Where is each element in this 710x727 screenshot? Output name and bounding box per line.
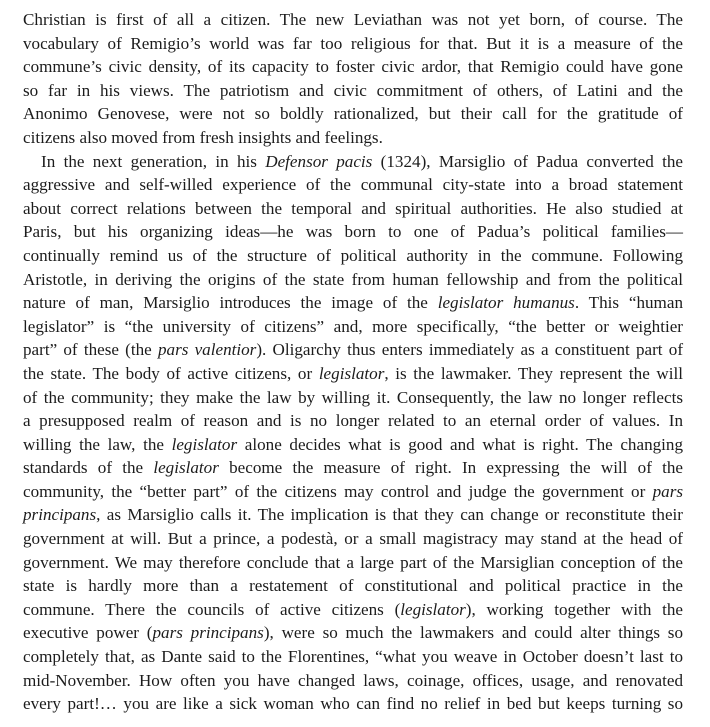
text-line: the state. The body of active citizens, or legislator, is the lawmaker. They represent the will: [23, 363, 684, 383]
text-line: a presupposed realm of reason and is no longer related to an eternal order of values. In: [23, 411, 683, 431]
text-line: mid-November. How often you have changed laws, coinage, offices, usage, and renovated: [23, 670, 683, 690]
text-line: of the community; they make the law by willing it. Consequently, the law no longer reflects: [23, 387, 683, 407]
text-line: legislator” is “the university of citizens” and, more specifically, “the better or weightier: [23, 316, 683, 336]
text-line: state is hardly more than a restatement of constitutional and political practice in the: [23, 576, 683, 596]
text-line: Paris, but his organizing ideas—he was born to one of Padua’s political families—: [23, 222, 683, 242]
text-line: government at will. But a prince, a podestà, or a small magistracy may stand at the head of: [23, 529, 683, 549]
text-line: part” of these (the pars valentior). Oligarchy thus enters immediately as a constituent part of: [23, 340, 684, 360]
text-line: executive power (pars principans), were so much the lawmakers and could alter things so: [23, 623, 684, 643]
document-page: [23, 8, 683, 716]
text-line: Anonimo Genovese, were not so boldly rationalized, but their call for the gratitude of: [23, 104, 683, 124]
text-line: vocabulary of Remigio’s world was far too religious for that. But it is a measure of the: [23, 33, 683, 53]
text-line: community, the “better part” of the citizens may control and judge the government or pars: [23, 481, 683, 501]
text-line: continually remind us of the structure of political authority in the commune. Following: [23, 245, 683, 265]
text-line: In the next generation, in his Defensor pacis (1324), Marsiglio of Padua converted the: [41, 151, 683, 171]
text-line: about correct relations between the temporal and spiritual authorities. He also studied at: [23, 198, 683, 218]
text-line: government. We may therefore conclude that a large part of the Marsiglian conception of the: [23, 552, 683, 572]
text-line: Christian is first of all a citizen. The new Leviathan was not yet born, of course. The: [23, 10, 683, 29]
text-line: so far in his views. The patriotism and civic commitment of others, of Latini and the: [23, 80, 683, 100]
paragraph-2: [23, 150, 683, 716]
text-line: nature of man, Marsiglio introduces the image of the legislator humanus. This “human: [23, 293, 683, 313]
text-line: every part!… you are like a sick woman who can find no relief in bed but keeps turning so: [23, 694, 683, 714]
text-line: willing the law, the legislator alone decides what is good and what is right. The changing: [23, 434, 684, 454]
text-line: principans, as Marsiglio calls it. The implication is that they can change or reconstitute their: [23, 505, 683, 525]
text-line: standards of the legislator become the measure of right. In expressing the will of the: [23, 458, 683, 478]
text-line: completely that, as Dante said to the Florentines, “what you weave in October doesn’t last to: [23, 647, 683, 667]
paragraph-1: [23, 8, 683, 150]
text-line: Aristotle, in deriving the origins of the state from human fellowship and from the political: [23, 269, 683, 289]
text-line: commune. There the councils of active citizens (legislator), working together with the: [23, 599, 684, 619]
text-line: commune’s civic density, of its capacity to foster civic ardor, that Remigio could have gone: [23, 57, 683, 77]
text-line: citizens also moved from fresh insights and feelings.: [23, 127, 383, 147]
text-line: aggressive and self-willed experience of the communal city-state into a broad statement: [23, 175, 683, 195]
